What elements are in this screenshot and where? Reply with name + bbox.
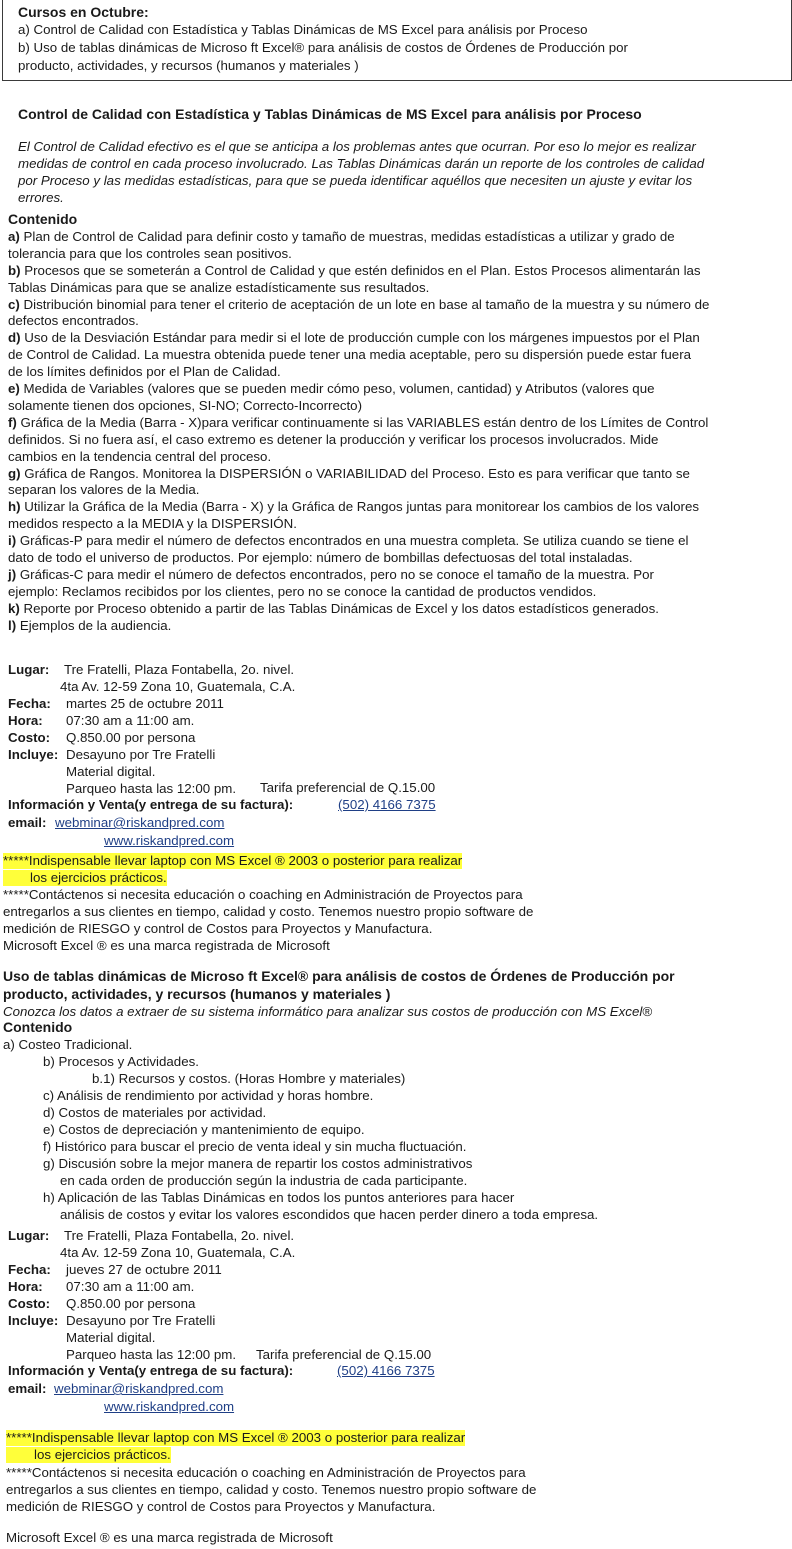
c2-email-link[interactable]: webminar@riskandpred.com bbox=[54, 1381, 224, 1396]
c1-notice-line1: *****Indispensable llevar laptop con MS Excel ® 2003 o posterior para realizar bbox=[3, 853, 463, 868]
course1-content-continuation: ejemplo: Reclamos recibidos por los clientes, pero no se conoce la cantidad de productos vendidos. bbox=[8, 584, 597, 599]
c1-contact-line: medición de RIESGO y control de Costos para Proyectos y Manufactura. bbox=[3, 921, 433, 936]
c2-fecha-value: jueves 27 de octubre 2011 bbox=[66, 1262, 222, 1277]
c2-incluye-line1: Desayuno por Tre Fratelli bbox=[66, 1313, 216, 1328]
c1-lugar-line2: 4ta Av. 12-59 Zona 10, Guatemala, C.A. bbox=[60, 679, 296, 694]
c2-info-label: Información y Venta(y entrega de su factura): bbox=[8, 1363, 294, 1378]
course1-content-continuation: de los límites definidos por el Plan de Calidad. bbox=[8, 364, 281, 379]
c1-costo-label: Costo: bbox=[8, 730, 51, 745]
course1-content-letter: c) bbox=[8, 297, 20, 312]
c2-contact-line: medición de RIESGO y control de Costos para Proyectos y Manufactura. bbox=[6, 1499, 436, 1514]
course2-subtitle: Conozca los datos a extraer de su sistema informático para analizar sus costos de producción con MS Excel® bbox=[3, 1004, 653, 1019]
course1-content-item bbox=[8, 297, 709, 313]
course1-content-item bbox=[8, 499, 699, 515]
c1-tarifa: Tarifa preferencial de Q.15.00 bbox=[260, 780, 436, 795]
c2-costo-label: Costo: bbox=[8, 1296, 51, 1311]
course2-item: d) Costos de materiales por actividad. bbox=[43, 1105, 267, 1120]
courses-heading: Cursos en Octubre: bbox=[18, 4, 149, 20]
c2-incluye-label: Incluye: bbox=[8, 1313, 59, 1328]
courses-item-a: a) Control de Calidad con Estadística y Tablas Dinámicas de MS Excel para análisis por Proceso bbox=[18, 22, 588, 37]
course1-content-letter: g) bbox=[8, 466, 21, 481]
course1-content-text: Ejemplos de la audiencia. bbox=[16, 618, 172, 633]
c2-hora-value: 07:30 am a 11:00 am. bbox=[66, 1279, 195, 1294]
c2-lugar-label: Lugar: bbox=[8, 1228, 50, 1243]
c2-contact-line: entregarlos a sus clientes en tiempo, calidad y costo. Tenemos nuestro propio software de bbox=[6, 1482, 537, 1497]
course1-content-heading: Contenido bbox=[8, 211, 78, 227]
course1-content-text: Medida de Variables (valores que se pueden medir cómo peso, volumen, cantidad) y Atributos (valores que bbox=[19, 381, 655, 396]
course1-title: Control de Calidad con Estadística y Tablas Dinámicas de MS Excel para análisis por Proceso bbox=[18, 106, 642, 122]
course1-content-item bbox=[8, 381, 655, 397]
course1-content-item bbox=[8, 618, 171, 634]
course1-content-letter: i) bbox=[8, 533, 17, 548]
course1-content-item bbox=[8, 229, 675, 245]
course2-item: análisis de costos y evitar los valores escondidos que hacen perder dinero a toda empresa. bbox=[60, 1207, 599, 1222]
c2-fecha-label: Fecha: bbox=[8, 1262, 51, 1277]
course1-content-item bbox=[8, 601, 659, 617]
c2-notice-line2: los ejercicios prácticos. bbox=[6, 1447, 171, 1463]
c2-incluye-line3: Parqueo hasta las 12:00 pm. bbox=[66, 1347, 237, 1362]
course1-content-text: Gráficas-P para medir el número de defectos encontrados en una muestra completa. Se utiliza cuando se tiene el bbox=[16, 533, 689, 548]
course1-content-text: Distribución binomial para tener el criterio de aceptación de un lote en base al tamaño de la muestra y su número de bbox=[19, 297, 710, 312]
course1-content-item bbox=[8, 567, 654, 583]
c2-lugar-line1: Tre Fratelli, Plaza Fontabella, 2o. nivel. bbox=[64, 1228, 295, 1243]
course1-content-letter: d) bbox=[8, 330, 21, 345]
course1-content-text: Reporte por Proceso obtenido a partir de las Tablas Dinámicas de Excel y los datos estadísticos generados. bbox=[19, 601, 659, 616]
c1-trademark: Microsoft Excel ® es una marca registrada de Microsoft bbox=[3, 938, 330, 953]
course1-content-text: Plan de Control de Calidad para definir costo y tamaño de muestras, medidas estadísticas a utilizar y grado de bbox=[19, 229, 675, 244]
course2-content-heading: Contenido bbox=[3, 1019, 73, 1035]
c2-costo-value: Q.850.00 por persona bbox=[66, 1296, 196, 1311]
course1-content-continuation: cambios en la tendencia central del proceso. bbox=[8, 449, 272, 464]
course1-intro-line: por Proceso y las medidas estadísticas, para que se pueda identificar aquéllos que necesiten un ajuste y evitar los bbox=[18, 173, 693, 188]
course1-content-continuation: dato de todo el universo de productos. Por ejemplo: número de bombillas defectuosas del total instaladas. bbox=[8, 550, 633, 565]
course1-content-letter: j) bbox=[8, 567, 17, 582]
course1-content-continuation: Tablas Dinámicas para que se analize estadísticamente sus resultados. bbox=[8, 280, 430, 295]
c1-info-label: Información y Venta(y entrega de su factura): bbox=[8, 797, 294, 812]
course1-intro-line: medidas de control en cada proceso involucrado. Las Tablas Dinámicas darán un reporte de los controles de calidad bbox=[18, 156, 705, 171]
course2-item: b) Procesos y Actividades. bbox=[43, 1054, 199, 1069]
course1-content-letter: l) bbox=[8, 618, 17, 633]
c1-lugar-label: Lugar: bbox=[8, 662, 50, 677]
c1-web-link[interactable]: www.riskandpred.com bbox=[104, 833, 235, 848]
course2-item: en cada orden de producción según la industria de cada participante. bbox=[60, 1173, 468, 1188]
course2-title-line2: producto, actividades, y recursos (humanos y materiales ) bbox=[3, 986, 391, 1002]
c2-notice-line1: *****Indispensable llevar laptop con MS Excel ® 2003 o posterior para realizar bbox=[6, 1430, 466, 1445]
c2-lugar-line2: 4ta Av. 12-59 Zona 10, Guatemala, C.A. bbox=[60, 1245, 296, 1260]
courses-item-b-cont: producto, actividades, y recursos (humanos y materiales ) bbox=[18, 58, 359, 73]
c2-tarifa: Tarifa preferencial de Q.15.00 bbox=[256, 1347, 432, 1362]
c1-incluye-label: Incluye: bbox=[8, 747, 59, 762]
course1-content-continuation: separan los valores de la Media. bbox=[8, 482, 200, 497]
c1-email-label: email: bbox=[8, 815, 47, 830]
c1-phone-link[interactable]: (502) 4166 7375 bbox=[338, 797, 436, 812]
c1-fecha-label: Fecha: bbox=[8, 696, 51, 711]
c1-hora-value: 07:30 am a 11:00 am. bbox=[66, 713, 195, 728]
course2-item: c) Análisis de rendimiento por actividad y horas hombre. bbox=[43, 1088, 374, 1103]
c1-incluye-line3: Parqueo hasta las 12:00 pm. bbox=[66, 781, 237, 796]
course1-content-letter: b) bbox=[8, 263, 21, 278]
course1-content-text: Gráficas-C para medir el número de defectos encontrados, pero no se conoce el tamaño de la muestra. Por bbox=[16, 567, 654, 582]
course1-content-text: Utilizar la Gráfica de la Media (Barra - X) y la Gráfica de Rangos juntas para monitorear los cambios de los valores bbox=[20, 499, 699, 514]
course1-intro-line: El Control de Calidad efectivo es el que se anticipa a los problemas antes que ocurran. Por eso lo mejor es realizar bbox=[18, 139, 696, 154]
c1-incluye-line1: Desayuno por Tre Fratelli bbox=[66, 747, 216, 762]
course1-content-continuation: tolerancia para que los controles sean positivos. bbox=[8, 246, 292, 261]
course1-content-letter: h) bbox=[8, 499, 21, 514]
course1-content-continuation: medidos respecto a la MEDIA y la DISPERSIÓN. bbox=[8, 516, 297, 531]
course1-content-letter: k) bbox=[8, 601, 20, 616]
c1-fecha-value: martes 25 de octubre 2011 bbox=[66, 696, 224, 711]
c2-hora-label: Hora: bbox=[8, 1279, 43, 1294]
c1-hora-label: Hora: bbox=[8, 713, 43, 728]
c1-incluye-line2: Material digital. bbox=[66, 764, 156, 779]
c2-contact-line: *****Contáctenos si necesita educación o coaching en Administración de Proyectos para bbox=[6, 1465, 526, 1480]
course2-item: f) Histórico para buscar el precio de venta ideal y sin mucha fluctuación. bbox=[43, 1139, 467, 1154]
course1-content-item bbox=[8, 533, 689, 549]
course1-content-item bbox=[8, 415, 708, 431]
c2-phone-link[interactable]: (502) 4166 7375 bbox=[337, 1363, 435, 1378]
c2-trademark: Microsoft Excel ® es una marca registrada de Microsoft bbox=[6, 1530, 333, 1545]
course1-content-item bbox=[8, 263, 701, 279]
c1-lugar-line1: Tre Fratelli, Plaza Fontabella, 2o. nivel. bbox=[64, 662, 295, 677]
course2-item: h) Aplicación de las Tablas Dinámicas en todos los puntos anteriores para hacer bbox=[43, 1190, 515, 1205]
c1-notice-line2: los ejercicios prácticos. bbox=[3, 870, 167, 886]
course1-content-continuation: defectos encontrados. bbox=[8, 313, 139, 328]
course2-item: a) Costeo Tradicional. bbox=[3, 1037, 133, 1052]
course2-item: g) Discusión sobre la mejor manera de repartir los costos administrativos bbox=[43, 1156, 473, 1171]
c1-contact-line: entregarlos a sus clientes en tiempo, calidad y costo. Tenemos nuestro propio software de bbox=[3, 904, 534, 919]
course1-content-text: Gráfica de Rangos. Monitorea la DISPERSIÓN o VARIABILIDAD del Proceso. Esto es para verificar que tanto se bbox=[20, 466, 690, 481]
course2-title-line1: Uso de tablas dinámicas de Microso ft Excel® para análisis de costos de Órdenes de Producción por bbox=[3, 968, 675, 984]
course1-content-item bbox=[8, 466, 690, 482]
courses-item-b: b) Uso de tablas dinámicas de Microso ft Excel® para análisis de costos de Órdenes de Producción por bbox=[18, 40, 628, 55]
c1-contact-line: *****Contáctenos si necesita educación o coaching en Administración de Proyectos para bbox=[3, 887, 523, 902]
course1-content-letter: f) bbox=[8, 415, 17, 430]
c1-costo-value: Q.850.00 por persona bbox=[66, 730, 196, 745]
course1-content-item bbox=[8, 330, 700, 346]
course1-content-letter: e) bbox=[8, 381, 20, 396]
course1-content-text: Uso de la Desviación Estándar para medir si el lote de producción cumple con los márgenes impuestos por el Plan bbox=[20, 330, 700, 345]
course1-content-text: Gráfica de la Media (Barra - X)para verificar continuamente si las VARIABLES están dentro de los Límites de Control bbox=[16, 415, 709, 430]
c2-email-label: email: bbox=[8, 1381, 47, 1396]
course2-item: e) Costos de depreciación y mantenimiento de equipo. bbox=[43, 1122, 365, 1137]
c1-email-link[interactable]: webminar@riskandpred.com bbox=[55, 815, 225, 830]
course1-content-letter: a) bbox=[8, 229, 20, 244]
course1-content-text: Procesos que se someterán a Control de Calidad y que estén definidos en el Plan. Estos Procesos alimentarán las bbox=[20, 263, 701, 278]
course1-content-continuation: de Control de Calidad. La muestra obtenida puede tener una media aceptable, pero su dispersión puede estar fuera bbox=[8, 347, 692, 362]
c2-incluye-line2: Material digital. bbox=[66, 1330, 156, 1345]
course1-content-continuation: definidos. Si no fuera así, el caso extremo es detener la producción y verificar los procesos involucrados. Mide bbox=[8, 432, 659, 447]
course1-content-continuation: solamente tienen dos opciones, SI-NO; Correcto-Incorrecto) bbox=[8, 398, 363, 413]
c2-web-link[interactable]: www.riskandpred.com bbox=[104, 1399, 235, 1414]
course1-intro-line: errores. bbox=[18, 190, 64, 205]
course2-item: b.1) Recursos y costos. (Horas Hombre y materiales) bbox=[92, 1071, 406, 1086]
